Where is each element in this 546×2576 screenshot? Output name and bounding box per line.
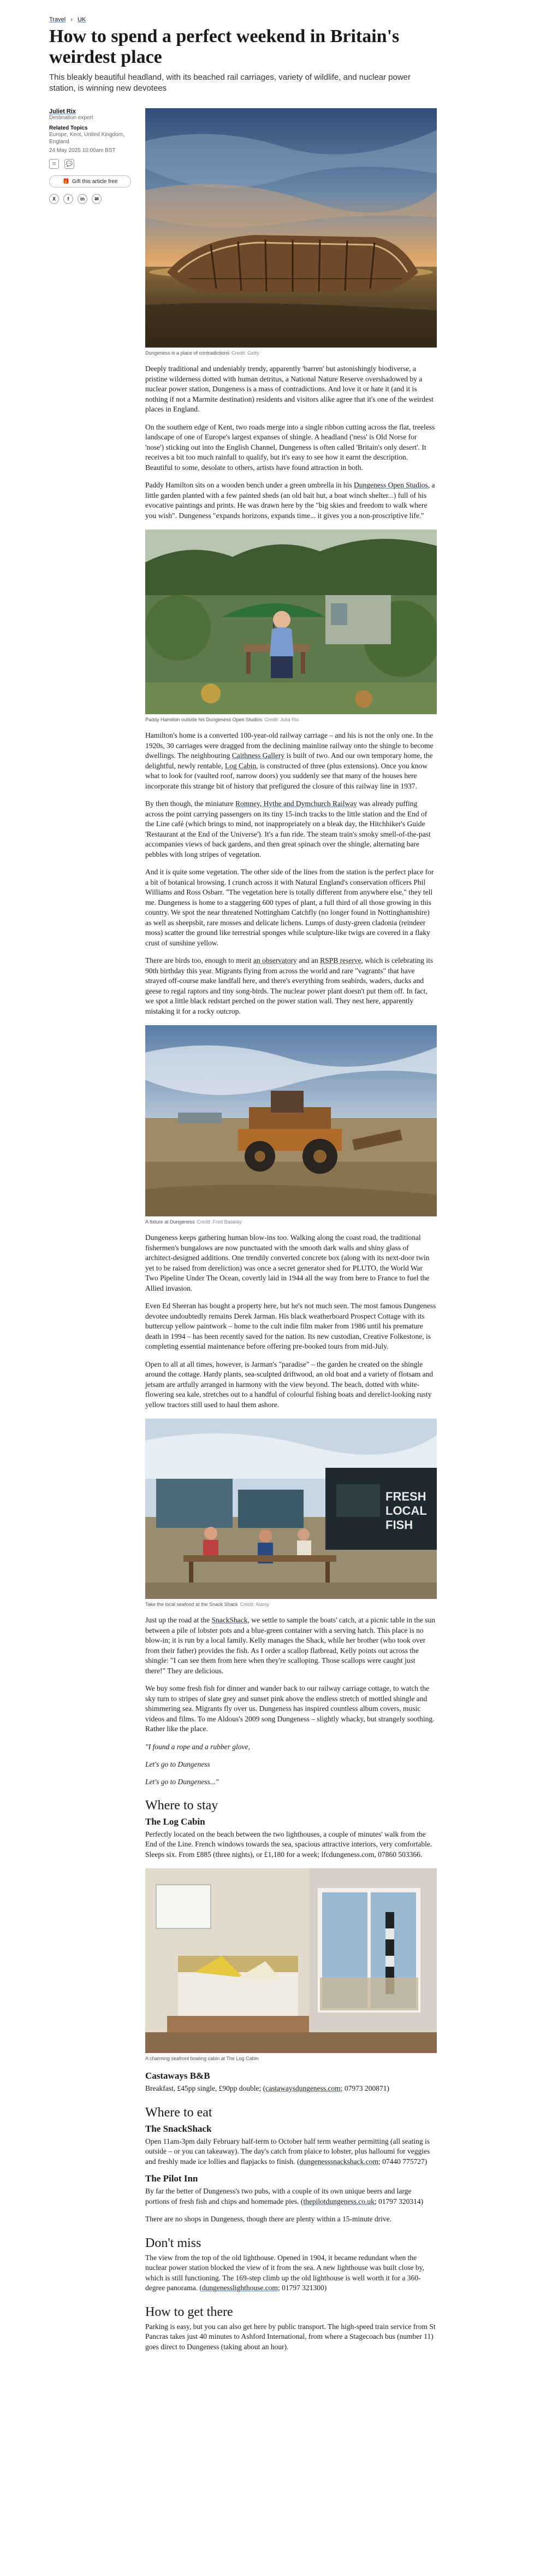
snackshack-caption-text: Take the local seafood at the Snack Shack <box>145 1602 238 1607</box>
song-lyric: "I found a rope and a rubber glove, <box>145 1742 250 1751</box>
open-studios-link[interactable]: Dungeness Open Studios <box>354 481 428 489</box>
cabin-figure <box>145 1868 437 2062</box>
snackshack-site-link[interactable]: dungenesssnackshack.com <box>299 2157 379 2166</box>
paragraph <box>145 731 437 791</box>
tractor-caption-text: A fixture at Dungeness <box>145 1219 195 1225</box>
log-cabin-link[interactable]: Log Cabin <box>224 761 257 770</box>
paddy-photo <box>145 530 437 714</box>
gift-article-label: Gift this article free <box>72 178 118 185</box>
paragraph: Dungeness keeps gathering human blow-ins too. Walking along the coast road, the traditional fishermen's bungalows are now punctuated with the smooth dark walls and shiny glass of architect-designed additions. One trendily converted concrete box (along with its next-door twin yet to be raised from dereliction) was once a secret generator shed for PLUTO, the World War Two Pipeline Under The Ocean, covertly laid in 1944 all the way from here to France to fuel the Allied invasion. <box>145 1233 430 1292</box>
publish-date: 24 May 2025 10:00am BST <box>49 148 116 154</box>
boat-photo <box>145 108 437 348</box>
observatory-link[interactable]: an observatory <box>253 956 297 964</box>
tractor-photo <box>145 1025 437 1216</box>
paragraph-text: Paddy Hamilton sits on a wooden bench under a green umbrella in his <box>145 481 354 489</box>
snackshack-text <box>145 2137 437 2167</box>
pilot-inn-link[interactable]: thepilotdungeness.co.uk <box>303 2197 375 2206</box>
snackshack-text-part: Open 11am-3pm daily February half-term to October half term weather permitting (all seating is outside – or you can takeaway). The day's catch from plaice to lobster, plus halloumi for veggies and freshly made ice lollies and flapjacks to finish. ( <box>145 2137 430 2166</box>
tractor-figure <box>145 1025 437 1225</box>
lighthouse-link[interactable]: dungenesslighthouse.com <box>201 2284 278 2292</box>
castaways-text-part: Breakfast, £45pp single, £90pp double; ( <box>145 2084 266 2092</box>
dont-miss-heading: Don't miss <box>145 2236 201 2250</box>
pilot-inn-text-part: ; 01797 320314) <box>374 2197 424 2206</box>
boat-caption-text: Dungeness is a place of contradictions <box>145 350 230 356</box>
shops-note: There are no shops in Dungeness, though there are plenty within a 15-minute drive. <box>145 2215 392 2223</box>
paragraph-text: , which is celebrating its 90th birthday this year. Migrants flying from across the world and rare "vagrants" that have strayed off-course make landfall here, and there's everything from seabirds, waders, ducks and geese to regal raptors and tiny song-birds. The nuclear power plant doesn't put them off. In fact, we spot a little black redstart perched on the power station wall. They nest here, apparently mistaking it for a rocky outcrop. <box>145 956 434 1015</box>
cabin-photo <box>145 1868 437 2053</box>
related-topics[interactable]: Europe, Kent, United Kingdom, England <box>49 132 124 145</box>
song-lyric: Let's go to Dungeness..." <box>145 1777 219 1786</box>
svg-text:FISH: FISH <box>385 1518 413 1532</box>
snackshack-photo <box>145 1419 437 1599</box>
paragraph-text: , a little garden planted with a few painted sheds (an old bait hut, a boat winch shelter...) full of his evocative paintings and prints. He was drawn here by the "big skies and freedom to walk where you wish". Dungeness "expands horizons, expands time... it gives you a non-proscriptive life." <box>145 481 435 520</box>
snackshack-text-part: ; 07440 775727) <box>378 2157 428 2166</box>
paragraph: We buy some fresh fish for dinner and wander back to our railway carriage cottage, to watch the sky turn to stripes of slate grey and sunset pink above the endless stretch of mottled shingle and shimmering sea. Migrants fly over us. Dungeness has inspired countless album covers, music videos and films. To me Aldous's 2009 song Dungeness – slightly whacky, but strangely soothing. Rather like the place. <box>145 1684 435 1733</box>
share-bar <box>49 194 145 204</box>
dont-miss-text-part: The view from the top of the old lighthouse. Opened in 1904, it became redundant when the nuclear power station blocked the view of it from the sea. A new lighthouse was built close by, which is still functioning. The 169-step climb up the old lighthouse is well worth it for a 360-degree panorama. ( <box>145 2253 424 2292</box>
dont-miss-text <box>145 2253 437 2293</box>
castaways-title: Castaways B&B <box>145 2071 210 2081</box>
paragraph: Open to all at all times, however, is Jarman's "paradise" – the garden he created on the shingle around the cottage. Hardy plants, sea-sculpted driftwood, an old boat and a variety of flotsam and jetsam are artfully arranged in harmony with the view beyond. The beach, dotted with white-flowering sea kale, stretches out to a handful of colourful fishing boats and derelict-looking rusty yellow tractors still used to haul them ashore. <box>145 1360 434 1409</box>
how-to-get-there-heading: How to get there <box>145 2304 233 2319</box>
railway-link[interactable]: Romney, Hythe and Dymchurch Railway <box>235 799 357 808</box>
email-share-icon[interactable]: ✉ <box>92 194 102 204</box>
paragraph-text: By then though, the miniature <box>145 799 235 808</box>
snackshack-link[interactable]: SnackShack <box>211 1616 248 1624</box>
x-share-icon[interactable]: X <box>49 194 59 204</box>
snackshack-caption-credit: Credit: Alamy <box>240 1602 270 1607</box>
paragraph-text: There are birds too, enough to merit <box>145 956 253 964</box>
related-topics-label: Related Topics <box>49 125 88 131</box>
get-there-text: Parking is easy, but you can also get here by public transport. The high-speed train service from St Pancras takes just 40 minutes to Ashford International, from where a Stagecoach bus (number 11) goes direct to Dungeness (taking about an hour). <box>145 2322 436 2351</box>
paragraph: Even Ed Sheeran has bought a property here, but he's not much seen. The most famous Dungeness devotee undoubtedly remains Derek Jarman. His black weatherboard Prospect Cottage with its buttercup yellow paintwork – home to the cult indie film maker from 1986 until his premature death in 1994 – has been recently saved for the nation. Its new custodian, Creative Folkestone, is completing essential maintenance before offering pre-booked tours from mid-July. <box>145 1302 436 1350</box>
svg-text:LOCAL: LOCAL <box>385 1504 427 1518</box>
paragraph <box>145 799 437 860</box>
linkedin-share-icon[interactable]: in <box>78 194 87 204</box>
article-tools <box>49 159 145 169</box>
snackshack-figure <box>145 1419 437 1608</box>
snackshack-title: The SnackShack <box>145 2123 212 2134</box>
paddy-caption-text: Paddy Hamilton outside his Dungeness Open Studios <box>145 717 263 722</box>
pilot-inn-text <box>145 2186 437 2207</box>
where-to-eat-heading: Where to eat <box>145 2105 212 2120</box>
paragraph-text: , is constructed of three (plus extensions). Once you know what to look for (vaulted roof, narrow doors) you suddenly see that many of the houses here incorporate this strange bit of history that prefigured the closure of this railway line in 1937. <box>145 761 428 790</box>
rspb-reserve-link[interactable]: RSPB reserve <box>320 956 361 964</box>
where-to-stay-heading: Where to stay <box>145 1798 218 1813</box>
boat-figure <box>145 108 437 356</box>
fresh-local-fish-sign: FRESH <box>385 1490 426 1503</box>
gift-icon: 🎁 <box>62 178 70 185</box>
paddy-figure <box>145 530 437 723</box>
article-body <box>145 108 437 2352</box>
cabin-caption-text: A charming seafront boating cabin at The Log Cabin <box>145 2056 259 2061</box>
boat-caption <box>145 350 437 356</box>
top-bar <box>49 0 497 12</box>
breadcrumb-travel[interactable]: Travel <box>49 16 66 23</box>
boat-caption-credit: Credit: Getty <box>232 350 259 356</box>
comment-icon[interactable]: 💬 <box>64 159 74 169</box>
paragraph-text: is built of two. And our own temporary home, the delightful, newly rentable, <box>145 751 433 770</box>
byline-sidebar <box>49 108 145 2352</box>
paragraph-text: Just up the road at the <box>145 1616 212 1624</box>
paragraph: Deeply traditional and undeniably trendy, apparently 'barren' but astonishingly biodiverse, a pristine wilderness dotted with human detritus, a National Nature Reserve overshadowed by a nuclear power station, Dungeness is a mass of contradictions. And love it or hate it (and it is nothing if not a Marmite destination) residents and visitors alike agree that it's one of the weirdest places in England. <box>145 364 434 413</box>
song-lyric: Let's go to Dungeness <box>145 1760 210 1768</box>
log-cabin-title: The Log Cabin <box>145 1816 205 1827</box>
caithness-gallery-link[interactable]: Caithness Gallery <box>232 751 285 760</box>
pilot-inn-text-part: By far the better of Dungeness's two pubs, with a couple of its own unique beers and large portions of fresh fish and chips and homemade pies. ( <box>145 2187 412 2206</box>
paragraph <box>145 1615 437 1676</box>
dont-miss-text-part: ; 01797 321300) <box>277 2284 327 2292</box>
author-name[interactable]: Juliet Rix <box>49 108 76 115</box>
pilot-inn-title: The Pilot Inn <box>145 2173 198 2184</box>
paragraph-text: and an <box>296 956 321 964</box>
facebook-share-icon[interactable]: f <box>63 194 73 204</box>
standfirst: This bleakly beautiful headland, with its beached rail carriages, variety of wildlife, and nuclear power station, is winning new devotees <box>49 73 411 93</box>
bookmark-icon[interactable]: ⌑ <box>49 159 59 169</box>
paragraph: On the southern edge of Kent, two roads merge into a single ribbon cutting across the flat, treeless landscape of one of Europe's largest expanses of shingle. A headland ('ness' is Old Norse for 'nose') sticking out into the English Channel, Dungeness is often called 'Britain's only desert'. It receives a bit too much rainfall to qualify, but it's easy to see how it earnt the description. Beautiful to some, desolate to others, artists have found attraction in both. <box>145 422 435 472</box>
paragraph-text: Hamilton's home is a converted 100-year-old railway carriage – and his is not the only one. In the 1920s, 30 carriages were dragged from the declining mainline railway onto the shingle to become dwellings. The neighbouring <box>145 731 434 760</box>
castaways-text <box>145 2084 437 2094</box>
tractor-caption-credit: Credit: Fred Basalay <box>197 1219 242 1225</box>
paragraph: And it is quite some vegetation. The other side of the lines from the station is the perfect place for a bit of botanical browsing. I crunch across it with Natural England's conservation officers Phil Williams and Ross Osbarr. "The vegetation here is totally different from anywhere else," they tell me. Dungeness is home to a staggering 600 types of plant, a full third of all those growing in this country. We spot the near threatened Nottingham Catchfly (no longer found in Nottinghamshire) as well as sheepsbit, rare mosses and delicate lichens. Lumps of dusty-green cladonia (reindeer moss) scatter the ground like terrestrial sponges while sculpture-like twigs are covered in a flaky crust of sunshine yellow. <box>145 868 434 947</box>
paddy-caption-credit: Credit: Julia Rix <box>264 717 299 722</box>
castaways-text-part: ; 07973 200871) <box>340 2084 389 2092</box>
castaways-link[interactable]: castawaysdungeness.com <box>265 2084 341 2092</box>
tractor-caption <box>145 1219 437 1225</box>
paragraph <box>145 480 437 521</box>
breadcrumb-uk[interactable]: UK <box>77 16 86 23</box>
snackshack-caption <box>145 1601 437 1608</box>
log-cabin-text: Perfectly located on the beach between the two lighthouses, a couple of minutes' walk from the End of the Line. French windows towards the sea, spacious attractive interiors, very comfortable. Sleeps six. From £885 (three nights), or £1,180 for a week; lfcdungeness.com, 07860 503366. <box>145 1830 432 1859</box>
gift-article-button[interactable] <box>49 175 131 187</box>
headline: How to spend a perfect weekend in Britain's weirdest place <box>49 26 400 67</box>
author-role: Destination expert <box>49 115 93 121</box>
paragraph-text: , we settle to sample the boats' catch, at a picnic table in the sun between a pile of lobster pots and a blue-green container with a serving hatch. This place is no blow-in; it is run by a local family. Kelly manages the Shack, while her brother (who took over from their father) provides the fish. As I order a scallop flatbread, Kelly points out across the shingle: "I can see them from here when they're scalloping. Those scallops were caught just there!" They are delicious. <box>145 1616 436 1675</box>
paragraph-text: was already puffing across the point carrying passengers on its tiny 15-inch tracks to the little station and the End of the Line café (which brings to mind, not inappropriately on a bleak day, the Hitchhiker's Guide 'Restaurant at the End of the Universe'). It's a fun ride. The steam train's smoky smell-of-the-past accompanies views of back gardens, and then great spinach over the shingle, alternating bare pebbles with long stripes of vegetation. <box>145 799 431 858</box>
breadcrumb-separator: › <box>70 16 73 23</box>
paragraph <box>145 956 437 1016</box>
paddy-caption <box>145 716 437 723</box>
cabin-caption <box>145 2055 437 2062</box>
article-layout <box>49 108 497 2352</box>
breadcrumb <box>49 12 497 23</box>
